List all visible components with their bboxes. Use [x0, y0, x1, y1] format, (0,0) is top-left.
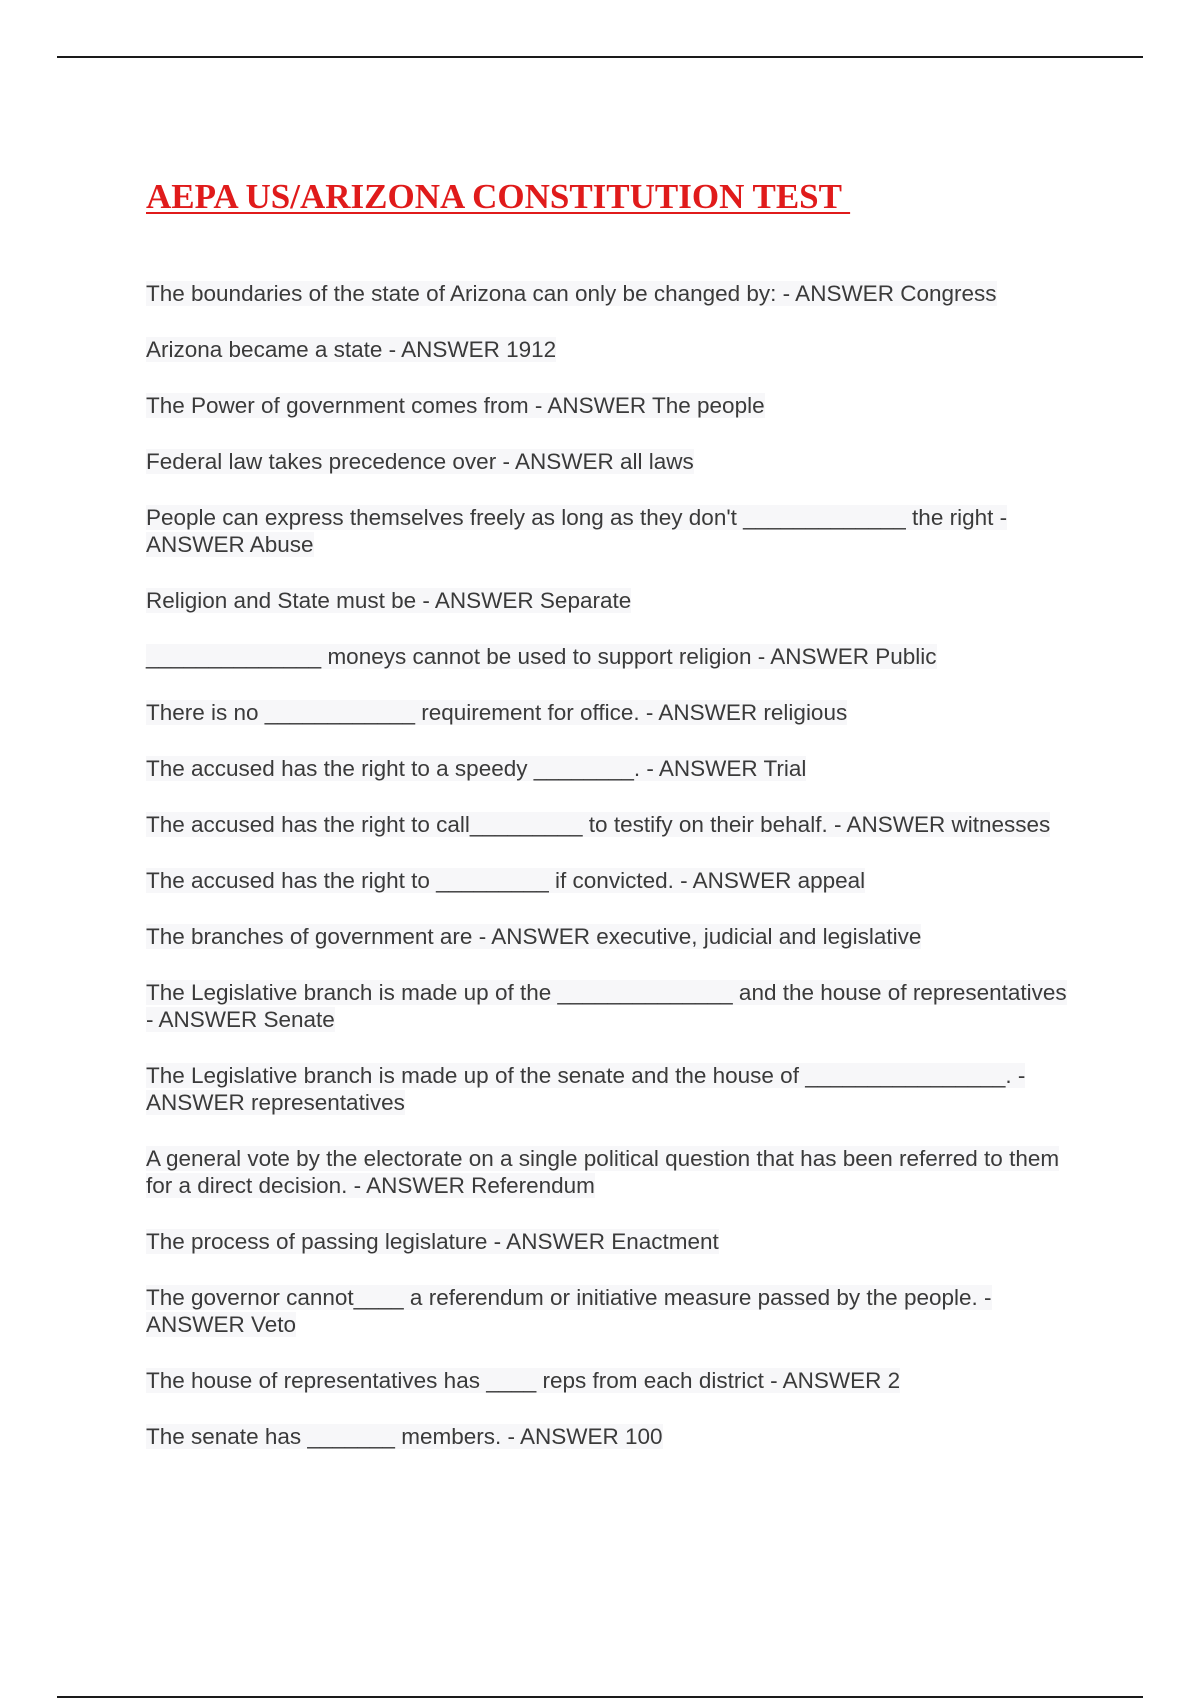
qa-text: There is no ____________ requirement for office. - ANSWER religious [146, 700, 848, 725]
header-rule [57, 56, 1143, 58]
qa-text: The branches of government are - ANSWER executive, judicial and legislative [146, 924, 922, 949]
qa-item [146, 587, 1076, 614]
qa-text: Arizona became a state - ANSWER 1912 [146, 337, 557, 362]
document-body [146, 172, 1076, 1479]
qa-text: A general vote by the electorate on a single political question that has been referred to them for a direct decision. - ANSWER Referendum [146, 1146, 1060, 1198]
qa-item [146, 1228, 1076, 1255]
qa-text: Federal law takes precedence over - ANSWER all laws [146, 449, 694, 474]
qa-item [146, 1062, 1076, 1116]
qa-item [146, 979, 1076, 1033]
qa-item [146, 867, 1076, 894]
qa-item [146, 699, 1076, 726]
qa-item [146, 1423, 1076, 1450]
qa-text: The accused has the right to _________ if convicted. - ANSWER appeal [146, 868, 866, 893]
qa-item [146, 923, 1076, 950]
qa-text: The accused has the right to a speedy ________. - ANSWER Trial [146, 756, 807, 781]
question-answer-list [146, 280, 1076, 1450]
qa-text: The house of representatives has ____ reps from each district - ANSWER 2 [146, 1368, 901, 1393]
qa-text: The governor cannot____ a referendum or initiative measure passed by the people. - ANSWER Veto [146, 1285, 992, 1337]
qa-item [146, 504, 1076, 558]
qa-item [146, 811, 1076, 838]
qa-item [146, 1367, 1076, 1394]
qa-text: People can express themselves freely as long as they don't _____________ the right - ANSWER Abuse [146, 505, 1008, 557]
qa-item [146, 448, 1076, 475]
qa-item [146, 280, 1076, 307]
qa-item [146, 1145, 1076, 1199]
qa-item [146, 336, 1076, 363]
qa-text: The Legislative branch is made up of the senate and the house of ________________. - ANSWER representatives [146, 1063, 1026, 1115]
qa-text: Religion and State must be - ANSWER Separate [146, 588, 632, 613]
document-title: AEPA US/ARIZONA CONSTITUTION TEST [146, 177, 851, 216]
qa-text: The boundaries of the state of Arizona can only be changed by: - ANSWER Congress [146, 281, 997, 306]
qa-item [146, 392, 1076, 419]
qa-text: ______________ moneys cannot be used to support religion - ANSWER Public [146, 644, 937, 669]
qa-text: The senate has _______ members. - ANSWER 100 [146, 1424, 663, 1449]
qa-text: The Legislative branch is made up of the ______________ and the house of representatives - ANSWER Senate [146, 980, 1067, 1032]
qa-item [146, 1284, 1076, 1338]
qa-item [146, 643, 1076, 670]
qa-text: The Power of government comes from - ANSWER The people [146, 393, 765, 418]
qa-text: The process of passing legislature - ANSWER Enactment [146, 1229, 719, 1254]
footer-rule [57, 1696, 1143, 1698]
qa-item [146, 755, 1076, 782]
qa-text: The accused has the right to call_________ to testify on their behalf. - ANSWER witnesses [146, 812, 1051, 837]
